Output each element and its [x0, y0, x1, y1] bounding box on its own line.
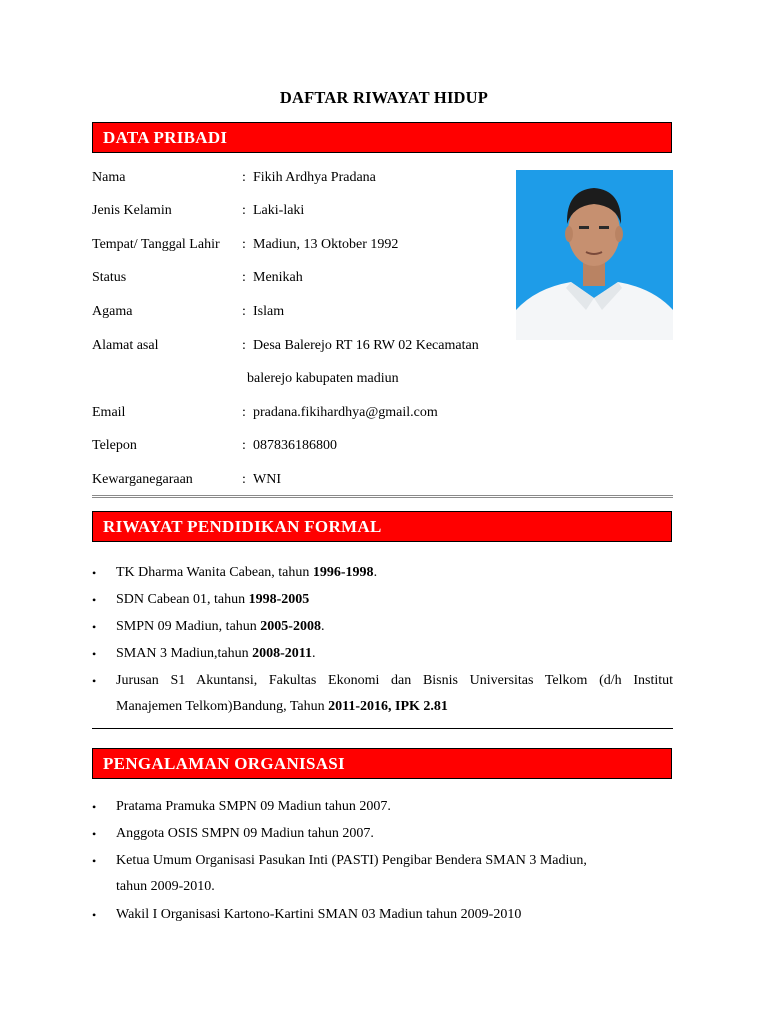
profile-photo [516, 170, 673, 340]
education-text-part: SMAN 3 Madiun,tahun [116, 646, 253, 661]
organization-text: Ketua Umum Organisasi Pasukan Inti (PASTI) Pengibar Bendera SMAN 3 Madiun, [116, 853, 587, 868]
field-separator: : [242, 304, 246, 319]
field-label: Alamat asal [92, 338, 159, 353]
education-year: 2005-2008 [260, 619, 321, 634]
organization-text: Pratama Pramuka SMPN 09 Madiun tahun 2007. [116, 799, 391, 814]
field-label: Kewarganegaraan [92, 472, 193, 487]
organization-text: Wakil I Organisasi Kartono-Kartini SMAN 03 Madiun tahun 2009-2010 [116, 907, 522, 922]
field-value: Madiun, 13 Oktober 1992 [253, 237, 399, 252]
field-separator: : [242, 270, 246, 285]
education-year: 1998-2005 [248, 592, 310, 607]
field-label: Telepon [92, 438, 137, 453]
bullet-icon: • [92, 827, 97, 841]
field-value: Laki-laki [253, 203, 305, 218]
education-tail: . [373, 565, 378, 580]
field-value-line2: balerejo kabupaten madiun [247, 371, 399, 386]
document-title: DAFTAR RIWAYAT HIDUP [279, 88, 489, 107]
field-separator: : [242, 405, 246, 420]
organization-text-line2: tahun 2009-2010. [116, 879, 215, 894]
education-text [116, 614, 324, 640]
education-text-part: SMPN 09 Madiun, tahun [116, 619, 261, 634]
bullet-icon: • [92, 908, 97, 922]
education-text-line2 [116, 694, 448, 720]
education-text [116, 587, 309, 613]
bullet-icon: • [92, 674, 97, 688]
bullet-icon: • [92, 854, 97, 868]
education-text-part: Manajemen Telkom)Bandung, Tahun [116, 699, 329, 714]
field-label: Jenis Kelamin [92, 203, 172, 218]
organization-text: Anggota OSIS SMPN 09 Madiun tahun 2007. [116, 826, 374, 841]
field-separator: : [242, 338, 246, 353]
field-label: Agama [92, 304, 133, 319]
field-separator: : [242, 237, 246, 252]
education-year: 2008-2011 [252, 646, 313, 661]
field-separator: : [242, 203, 246, 218]
field-separator: : [242, 472, 246, 487]
education-tail: . [312, 646, 316, 661]
field-value: Menikah [253, 270, 303, 285]
section-heading: PENGALAMAN ORGANISASI [103, 754, 345, 773]
education-text [116, 560, 377, 586]
education-year: 1996-1998 [312, 565, 374, 580]
section-personal-data [92, 122, 672, 153]
bullet-icon: • [92, 593, 97, 607]
section-organization [92, 748, 672, 779]
field-label: Email [92, 405, 126, 420]
section-divider [92, 495, 673, 498]
education-text [116, 641, 316, 667]
section-education [92, 511, 672, 542]
education-text-part: SDN Cabean 01, tahun [116, 592, 249, 607]
field-value: pradana.fikihardhya@gmail.com [253, 405, 438, 420]
section-heading: DATA PRIBADI [103, 128, 228, 147]
education-text: Jurusan S1 Akuntansi, Fakultas Ekonomi dan Bisnis Universitas Telkom (d/h Institut [116, 673, 673, 688]
field-value: Islam [253, 304, 285, 319]
field-label: Tempat/ Tanggal Lahir [92, 237, 220, 252]
bullet-icon: • [92, 800, 97, 814]
field-value: 087836186800 [253, 438, 337, 453]
education-year: 2011-2016, IPK 2.81 [328, 699, 448, 714]
field-separator: : [242, 170, 246, 185]
bullet-icon: • [92, 566, 97, 580]
bullet-icon: • [92, 647, 97, 661]
education-tail: . [320, 619, 325, 634]
field-separator: : [242, 438, 246, 453]
field-label: Status [92, 270, 127, 285]
education-text-part: TK Dharma Wanita Cabean, tahun [116, 565, 313, 580]
section-divider [92, 728, 673, 729]
section-heading: RIWAYAT PENDIDIKAN FORMAL [103, 517, 382, 536]
field-value: WNI [253, 472, 281, 487]
bullet-icon: • [92, 620, 97, 634]
field-value: Desa Balerejo RT 16 RW 02 Kecamatan [253, 338, 479, 353]
field-label: Nama [92, 170, 126, 185]
field-value: Fikih Ardhya Pradana [253, 170, 376, 185]
